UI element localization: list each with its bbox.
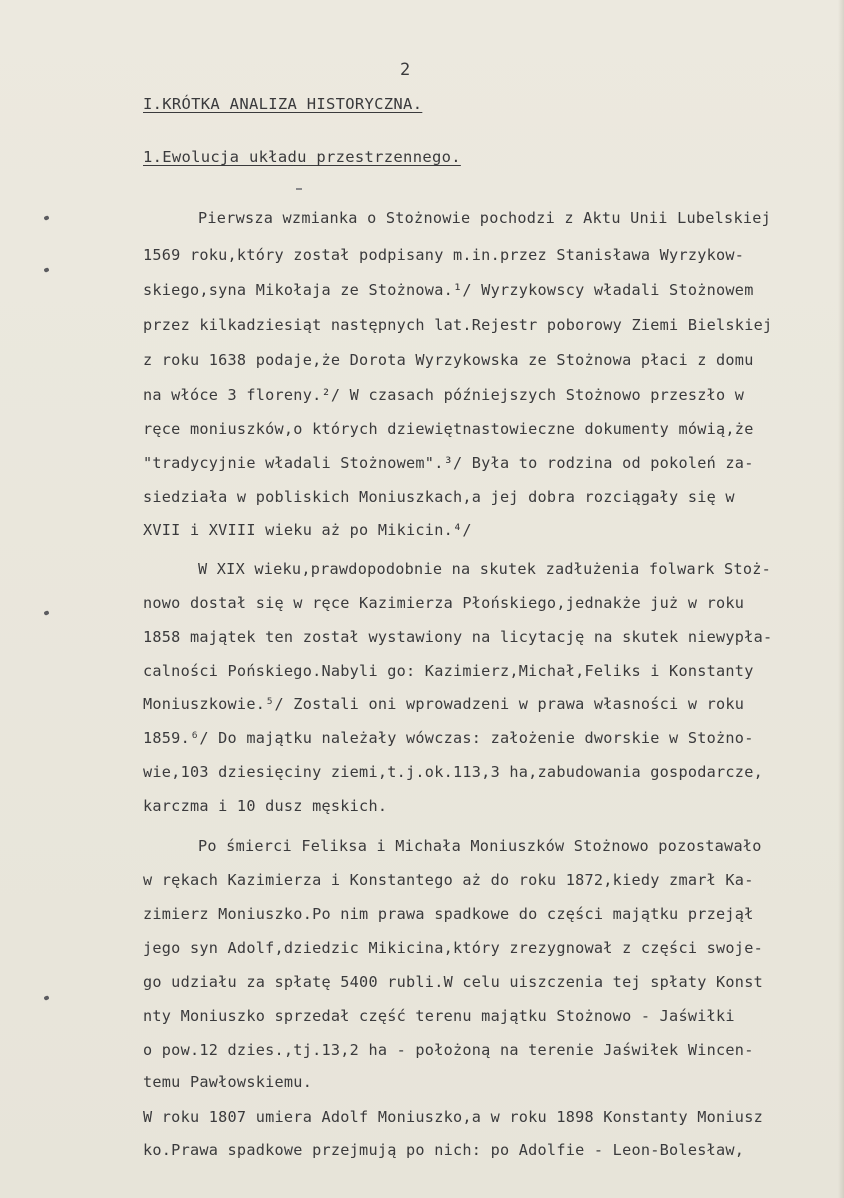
text-line: w rękach Kazimierza i Konstantego aż do roku 1872,kiedy zmarł Ka- [143, 871, 754, 889]
text-line: Pierwsza wzmianka o Stożnowie pochodzi z Aktu Unii Lubelskiej [198, 209, 772, 227]
main-heading: I.KRÓTKA ANALIZA HISTORYCZNA. [143, 95, 423, 113]
section-heading: 1.Ewolucja układu przestrzennego. [143, 148, 461, 166]
text-line: W XIX wieku,prawdopodobnie na skutek zadłużenia folwark Stoż- [198, 560, 772, 578]
text-line: "tradycyjnie władali Stożnowem".³/ Była to rodzina od pokoleń za- [143, 454, 754, 472]
text-line: karczma i 10 dusz męskich. [143, 797, 388, 815]
text-line: W roku 1807 umiera Adolf Moniuszko,a w roku 1898 Konstanty Moniusz [143, 1108, 763, 1126]
text-line: jego syn Adolf,dziedzic Mikicina,który zrezygnował z części swoje- [143, 939, 763, 957]
text-line: zimierz Moniuszko.Po nim prawa spadkowe do części majątku przejął [143, 905, 754, 923]
margin-hole-mark [43, 995, 49, 1001]
text-line: Moniuszkowie.⁵/ Zostali oni wprowadzeni w prawa własności w roku [143, 695, 745, 713]
page-number: 2 [400, 60, 411, 80]
text-line: ko.Prawa spadkowe przejmują po nich: po Adolfie - Leon-Bolesław, [143, 1141, 745, 1159]
margin-hole-mark [43, 610, 49, 616]
stray-dash-mark [296, 188, 302, 190]
text-line: Po śmierci Feliksa i Michała Moniuszków Stożnowo pozostawało [198, 837, 762, 855]
text-line: wie,103 dziesięciny ziemi,t.j.ok.113,3 ha,zabudowania gospodarcze, [143, 763, 763, 781]
text-line: XVII i XVIII wieku aż po Mikicin.⁴/ [143, 521, 472, 539]
text-line: na włóce 3 floreny.²/ W czasach późniejszych Stożnowo przeszło w [143, 386, 745, 404]
text-line: przez kilkadziesiąt następnych lat.Rejestr poborowy Ziemi Bielskiej [143, 316, 773, 334]
text-line: siedziała w pobliskich Moniuszkach,a jej dobra rozciągały się w [143, 488, 735, 506]
text-line: temu Pawłowskiemu. [143, 1073, 313, 1091]
text-line: 1569 roku,który został podpisany m.in.przez Stanisława Wyrzykow- [143, 246, 745, 264]
text-line: 1858 majątek ten został wystawiony na licytację na skutek niewypła- [143, 628, 773, 646]
text-line: calności Pońskiego.Nabyli go: Kazimierz,Michał,Feliks i Konstanty [143, 662, 754, 680]
text-line: go udziału za spłatę 5400 rubli.W celu uiszczenia tej spłaty Konst [143, 973, 763, 991]
text-line: 1859.⁶/ Do majątku należały wówczas: założenie dworskie w Stożno- [143, 729, 754, 747]
text-line: nowo dostał się w ręce Kazimierza Płońskiego,jednakże już w roku [143, 594, 745, 612]
text-line: ręce moniuszków,o których dziewiętnastowieczne dokumenty mówią,że [143, 420, 754, 438]
text-line: o pow.12 dzies.,tj.13,2 ha - położoną na terenie Jaświłek Wincen- [143, 1041, 754, 1059]
margin-hole-mark [43, 267, 49, 273]
text-line: nty Moniuszko sprzedał część terenu majątku Stożnowo - Jaświłki [143, 1007, 735, 1025]
page-edge-shadow [838, 0, 844, 1198]
text-line: z roku 1638 podaje,że Dorota Wyrzykowska ze Stożnowa płaci z domu [143, 351, 754, 369]
margin-hole-mark [43, 215, 49, 221]
text-line: skiego,syna Mikołaja ze Stożnowa.¹/ Wyrzykowscy władali Stożnowem [143, 281, 754, 299]
